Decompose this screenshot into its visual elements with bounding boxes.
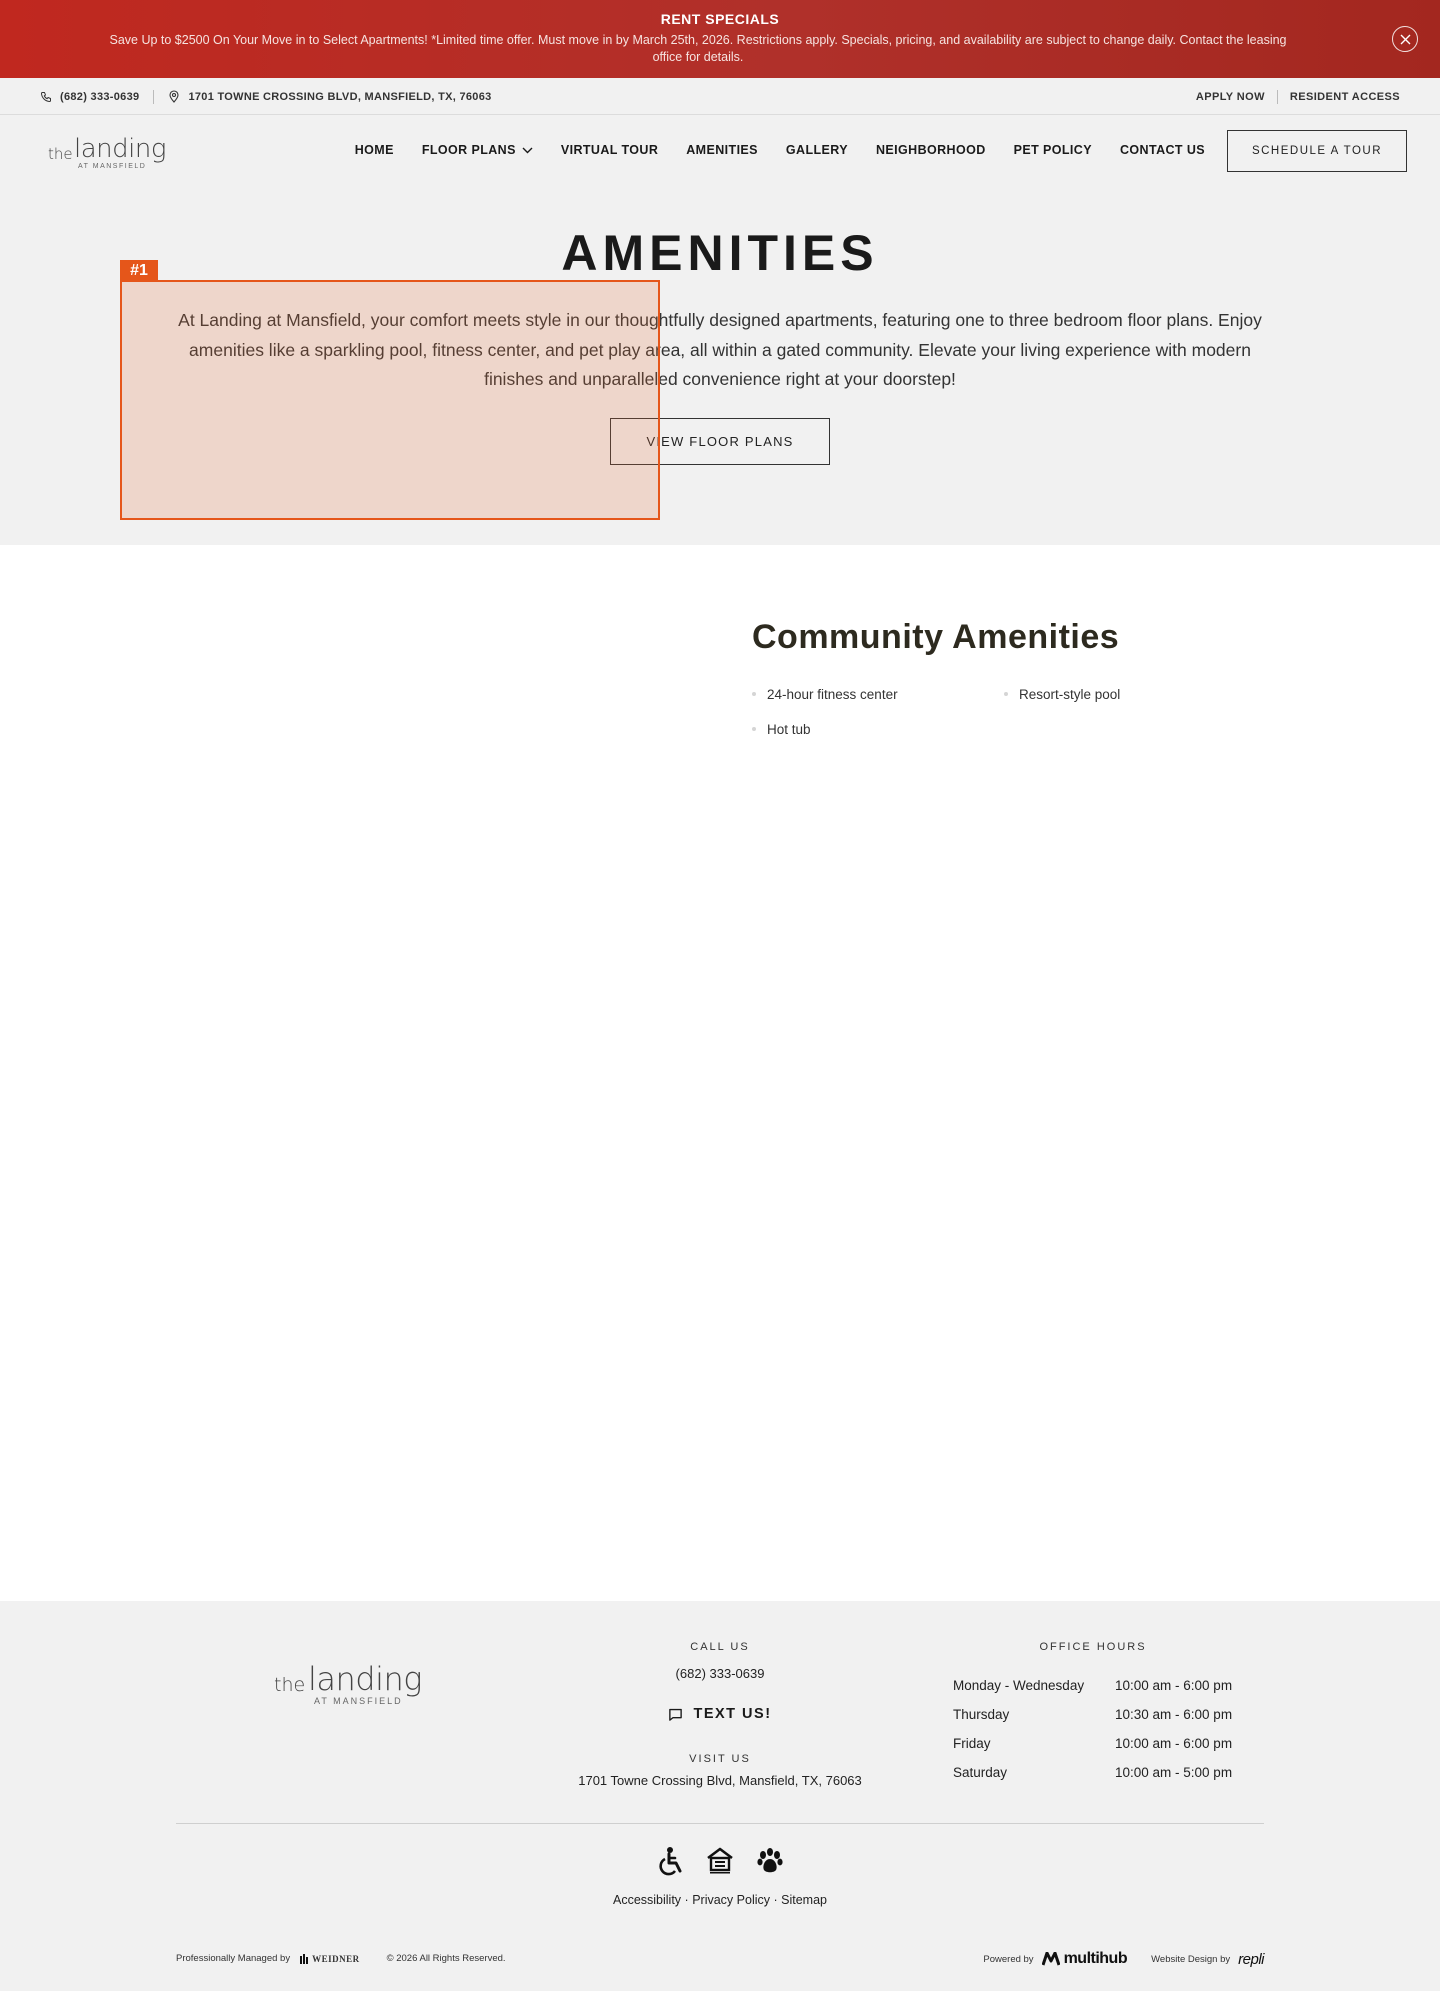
hours-time: 10:00 am - 6:00 pm xyxy=(1115,1678,1233,1693)
utility-phone-text: (682) 333-0639 xyxy=(60,90,140,103)
weidner-mark-icon xyxy=(300,1954,310,1964)
hours-day: Saturday xyxy=(953,1765,1008,1780)
call-us-label: CALL US xyxy=(690,1641,750,1653)
nav-virtual-tour[interactable]: VIRTUAL TOUR xyxy=(560,143,659,157)
hours-time: 10:00 am - 5:00 pm xyxy=(1115,1765,1233,1780)
footer-bottom-right xyxy=(983,1950,1264,1968)
promo-text: Save Up to $2500 On Your Move in to Select Apartments! *Limited time offer. Must move in by March 25th, 2026. Restrictions apply. Specials, pricing, and availability are subject to change daily. Contact the leasing office for details. xyxy=(109,33,1287,64)
location-pin-icon xyxy=(168,90,180,103)
hours-row xyxy=(953,1671,1253,1700)
list-item xyxy=(752,721,1004,737)
weidner-logo[interactable] xyxy=(300,1954,360,1964)
divider xyxy=(1277,90,1278,104)
wheelchair-icon[interactable] xyxy=(655,1846,685,1876)
list-item xyxy=(752,686,1004,702)
sitemap-link[interactable]: Sitemap xyxy=(781,1893,827,1907)
highlight-box xyxy=(120,280,660,520)
nav-pet-policy[interactable]: PET POLICY xyxy=(1013,143,1092,157)
visit-us-label: VISIT US xyxy=(689,1753,751,1765)
amenity-label: 24-hour fitness center xyxy=(767,686,898,702)
accessibility-link[interactable]: Accessibility xyxy=(612,1893,682,1907)
footer-links xyxy=(0,1893,1440,1907)
office-hours-table xyxy=(953,1671,1253,1787)
bullet xyxy=(1004,692,1008,696)
bullet xyxy=(752,727,756,731)
hours-day: Monday - Wednesday xyxy=(953,1678,1085,1693)
footer-bottom-left xyxy=(176,1953,506,1964)
utility-phone-link[interactable] xyxy=(40,91,139,103)
nav-amenities[interactable]: AMENITIES xyxy=(686,143,758,157)
text-us-button[interactable] xyxy=(620,1706,820,1722)
resident-access-link[interactable]: RESIDENT ACCESS xyxy=(1289,90,1400,103)
logo-the: the xyxy=(48,145,73,163)
hero-description: At Landing at Mansfield, your comfort meets style in our thoughtfully designed apartments, featuring one to three bedroom floor plans. Enjoy amenities like a sparkling pool, fitness center, and pet play area, all within a gated community. Elevate your living experience with modern finishes and unparalleled convenience right at your doorstep! xyxy=(178,310,1262,389)
copyright-text: © 2026 All Rights Reserved. xyxy=(386,1953,506,1964)
amenity-label: Hot tub xyxy=(767,721,811,737)
nav-floor-plans-label: FLOOR PLANS xyxy=(421,143,516,157)
nav-links xyxy=(355,115,1205,185)
equal-housing-icon[interactable] xyxy=(705,1846,735,1876)
logo-landing: landing xyxy=(308,1660,422,1698)
design-by-label: Website Design by xyxy=(1151,1953,1231,1965)
site-logo[interactable] xyxy=(48,133,168,169)
nav-floor-plans[interactable] xyxy=(422,143,533,157)
hours-day: Thursday xyxy=(953,1707,1010,1722)
footer-logo[interactable] xyxy=(274,1659,424,1706)
powered-by-label: Powered by xyxy=(983,1953,1034,1965)
footer-address-link[interactable]: 1701 Towne Crossing Blvd, Mansfield, TX, 76063 xyxy=(578,1773,862,1788)
highlight-tag: #1 xyxy=(120,260,158,282)
weidner-text: WEIDNER xyxy=(312,1953,360,1964)
nav-gallery[interactable]: GALLERY xyxy=(785,143,848,157)
amenity-label: Resort-style pool xyxy=(1019,686,1121,702)
link-separator: · xyxy=(684,1893,689,1907)
logo-the: the xyxy=(274,1674,306,1696)
hours-row xyxy=(953,1700,1253,1729)
paw-icon[interactable] xyxy=(755,1846,785,1876)
utility-address-link[interactable] xyxy=(168,90,491,103)
utility-address-text: 1701 TOWNE CROSSING BLVD, MANSFIELD, TX, 76063 xyxy=(188,90,492,103)
hours-time: 10:30 am - 6:00 pm xyxy=(1115,1707,1233,1722)
office-hours-label: OFFICE HOURS xyxy=(1039,1641,1147,1653)
utility-bar xyxy=(0,78,1440,115)
divider xyxy=(153,90,154,104)
nav-neighborhood[interactable]: NEIGHBORHOOD xyxy=(875,143,986,157)
multihub-mark-icon xyxy=(1042,1952,1060,1966)
community-amenities-heading: Community Amenities xyxy=(752,618,1120,656)
logo-subtitle: AT MANSFIELD xyxy=(78,163,147,170)
hours-row xyxy=(953,1758,1253,1787)
main-navbar xyxy=(0,115,1440,200)
close-icon xyxy=(1400,34,1411,45)
close-banner-button[interactable] xyxy=(1392,26,1418,52)
nav-home[interactable]: HOME xyxy=(354,143,394,157)
amenities-list xyxy=(752,686,1132,737)
schedule-tour-button[interactable]: SCHEDULE A TOUR xyxy=(1227,130,1407,172)
logo-landing: landing xyxy=(74,134,166,164)
site-footer xyxy=(0,1601,1440,1991)
hours-day: Friday xyxy=(953,1736,991,1751)
text-us-label: TEXT US! xyxy=(693,1706,772,1722)
multihub-text: multihub xyxy=(1063,1950,1128,1967)
logo-subtitle: AT MANSFIELD xyxy=(314,1696,403,1706)
chat-bubble-icon xyxy=(668,1707,683,1722)
repli-logo[interactable]: repli xyxy=(1238,1950,1264,1968)
multihub-logo[interactable] xyxy=(1042,1950,1128,1968)
compliance-icons xyxy=(655,1846,785,1876)
page-title: AMENITIES xyxy=(561,225,879,281)
managed-by-label: Professionally Managed by xyxy=(176,1953,291,1964)
promo-banner xyxy=(0,0,1440,78)
footer-phone-link[interactable]: (682) 333-0639 xyxy=(675,1666,765,1681)
hours-row xyxy=(953,1729,1253,1758)
view-floor-plans-button[interactable]: VIEW FLOOR PLANS xyxy=(610,418,830,465)
list-item xyxy=(1004,686,1132,702)
link-separator: · xyxy=(773,1893,778,1907)
footer-divider xyxy=(176,1823,1264,1824)
chevron-down-icon xyxy=(522,147,533,154)
privacy-policy-link[interactable]: Privacy Policy xyxy=(692,1893,770,1907)
apply-now-link[interactable]: APPLY NOW xyxy=(1195,90,1265,103)
hours-time: 10:00 am - 6:00 pm xyxy=(1115,1736,1233,1751)
bullet xyxy=(752,692,756,696)
promo-title: RENT SPECIALS xyxy=(660,11,780,27)
nav-contact-us[interactable]: CONTACT US xyxy=(1119,143,1205,157)
phone-icon xyxy=(40,91,52,103)
